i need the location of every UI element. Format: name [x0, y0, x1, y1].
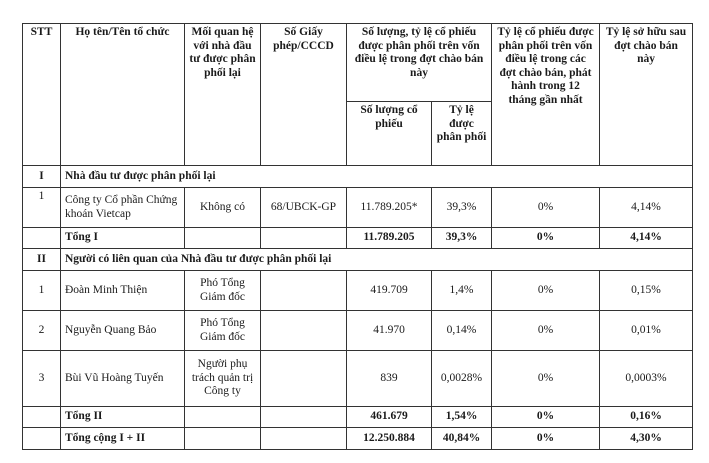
grand-total-ratio-12m: 0%	[492, 428, 600, 450]
total-label: Tổng I	[61, 228, 185, 249]
header-shares-group: Số lượng, tỷ lệ cổ phiếu được phân phối trên vốn điều lệ trong đợt chào bán này	[347, 24, 492, 102]
row-pct: 0,0028%	[432, 351, 492, 407]
row-license: 68/UBCK-GP	[261, 188, 347, 228]
total-after: 0,16%	[600, 407, 693, 428]
row-pct: 1,4%	[432, 271, 492, 311]
section-stt: I	[23, 166, 61, 188]
table-row	[23, 188, 693, 228]
row-after: 0,01%	[600, 311, 693, 351]
total-ratio-12m: 0%	[492, 228, 600, 249]
total-qty: 11.789.205	[347, 228, 432, 249]
total-empty-cell	[185, 407, 261, 428]
row-name: Nguyễn Quang Bảo	[61, 311, 185, 351]
grand-total-qty: 12.250.884	[347, 428, 432, 450]
total-empty-cell	[185, 228, 261, 249]
header-ownership-after: Tỷ lệ sở hữu sau đợt chào bán này	[600, 24, 693, 166]
row-license	[261, 351, 347, 407]
row-relation: Phó Tổng Giám đốc	[185, 311, 261, 351]
total-row	[23, 228, 693, 249]
total-after: 4,14%	[600, 228, 693, 249]
row-ratio-12m: 0%	[492, 271, 600, 311]
total-ratio-12m: 0%	[492, 407, 600, 428]
section-row	[23, 249, 693, 271]
grand-total-after: 4,30%	[600, 428, 693, 450]
total-row	[23, 407, 693, 428]
row-relation: Người phụ trách quản trị Công ty	[185, 351, 261, 407]
header-stt: STT	[23, 24, 61, 166]
row-qty: 11.789.205*	[347, 188, 432, 228]
table-row	[23, 351, 693, 407]
grand-total-empty-cell	[261, 428, 347, 450]
row-name: Công ty Cổ phần Chứng khoán Vietcap	[61, 188, 185, 228]
row-stt: 3	[23, 351, 61, 407]
row-after: 0,0003%	[600, 351, 693, 407]
row-qty: 419.709	[347, 271, 432, 311]
grand-total-empty-cell	[185, 428, 261, 450]
section-title: Người có liên quan của Nhà đầu tư được phân phối lại	[61, 249, 693, 271]
header-ratio-12m: Tỷ lệ cổ phiếu được phân phối trên vốn điều lệ trong các đợt chào bán, phát hành trong 12 tháng gần nhất	[492, 24, 600, 166]
total-stt-cell	[23, 407, 61, 428]
row-license	[261, 311, 347, 351]
row-pct: 39,3%	[432, 188, 492, 228]
row-relation: Không có	[185, 188, 261, 228]
header-shares-qty: Số lượng cổ phiếu	[347, 102, 432, 166]
total-label: Tổng II	[61, 407, 185, 428]
row-license	[261, 271, 347, 311]
total-stt-cell	[23, 228, 61, 249]
header-shares-pct: Tỷ lệ được phân phối	[432, 102, 492, 166]
total-pct: 1,54%	[432, 407, 492, 428]
row-relation: Phó Tổng Giám đốc	[185, 271, 261, 311]
row-qty: 839	[347, 351, 432, 407]
row-pct: 0,14%	[432, 311, 492, 351]
section-row	[23, 166, 693, 188]
section-stt: II	[23, 249, 61, 271]
grand-total-pct: 40,84%	[432, 428, 492, 450]
row-ratio-12m: 0%	[492, 351, 600, 407]
header-name: Họ tên/Tên tổ chức	[61, 24, 185, 166]
row-qty: 41.970	[347, 311, 432, 351]
row-stt: 2	[23, 311, 61, 351]
row-stt: 1	[23, 271, 61, 311]
table-row	[23, 311, 693, 351]
table-row	[23, 271, 693, 311]
row-ratio-12m: 0%	[492, 311, 600, 351]
header-license: Số Giấy phép/CCCD	[261, 24, 347, 166]
header-relation: Mối quan hệ với nhà đầu tư được phân phối lại	[185, 24, 261, 166]
total-qty: 461.679	[347, 407, 432, 428]
row-after: 4,14%	[600, 188, 693, 228]
row-ratio-12m: 0%	[492, 188, 600, 228]
grand-total-label: Tổng cộng I + II	[61, 428, 185, 450]
total-empty-cell	[261, 407, 347, 428]
row-after: 0,15%	[600, 271, 693, 311]
section-title: Nhà đầu tư được phân phối lại	[61, 166, 693, 188]
total-pct: 39,3%	[432, 228, 492, 249]
row-name: Đoàn Minh Thiện	[61, 271, 185, 311]
row-stt: 1	[23, 188, 61, 228]
grand-total-row	[23, 428, 693, 450]
grand-total-stt-cell	[23, 428, 61, 450]
row-name: Bùi Vũ Hoàng Tuyến	[61, 351, 185, 407]
total-empty-cell	[261, 228, 347, 249]
distribution-table	[22, 23, 693, 450]
